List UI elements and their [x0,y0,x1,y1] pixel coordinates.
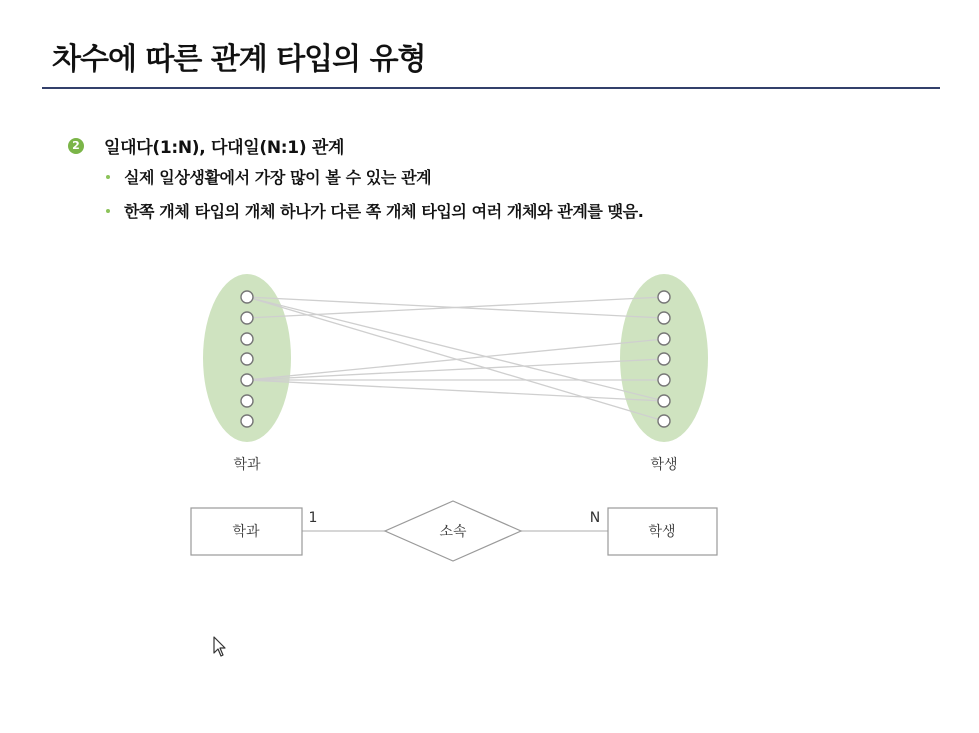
right-set-label: 학생 [650,457,678,473]
bullet-text: 한쪽 개체 타입의 개체 하나가 다른 쪽 개체 타입의 여러 개체와 관계를 맺음. [124,202,644,221]
bullet-text: 실제 일상생활에서 가장 많이 볼 수 있는 관계 [124,168,432,187]
entity-node [658,353,670,365]
slide-title: 차수에 따른 관계 타입의 유형 [52,42,426,77]
entity-node [658,312,670,324]
mouse-pointer-icon [213,636,227,658]
section-number-badge: 2 [68,138,84,154]
entity-node [658,291,670,303]
left-cardinality: 1 [308,510,318,526]
mapping-diagram [203,274,708,473]
entity-node [241,395,253,407]
mapping-line [247,380,664,401]
entity-node [241,312,253,324]
entity-node [241,291,253,303]
entity-node [241,353,253,365]
entity-node [658,333,670,345]
entity-node [658,415,670,427]
entity-node [658,395,670,407]
mapping-line [247,297,664,401]
mapping-line [247,359,664,380]
entity-node [241,374,253,386]
er-entity-left-label: 학과 [232,524,260,540]
mapping-lines [247,297,664,421]
mapping-line [247,339,664,380]
section-heading-text: 일대다(1:N), 다대일(N:1) 관계 [104,138,345,158]
er-diagram [191,501,717,561]
entity-node [241,333,253,345]
entity-node [241,415,253,427]
right-cardinality: N [589,510,601,526]
er-entity-right-label: 학생 [648,524,676,540]
left-set-label: 학과 [233,457,261,473]
er-relationship-label: 소속 [439,524,467,540]
entity-node [658,374,670,386]
